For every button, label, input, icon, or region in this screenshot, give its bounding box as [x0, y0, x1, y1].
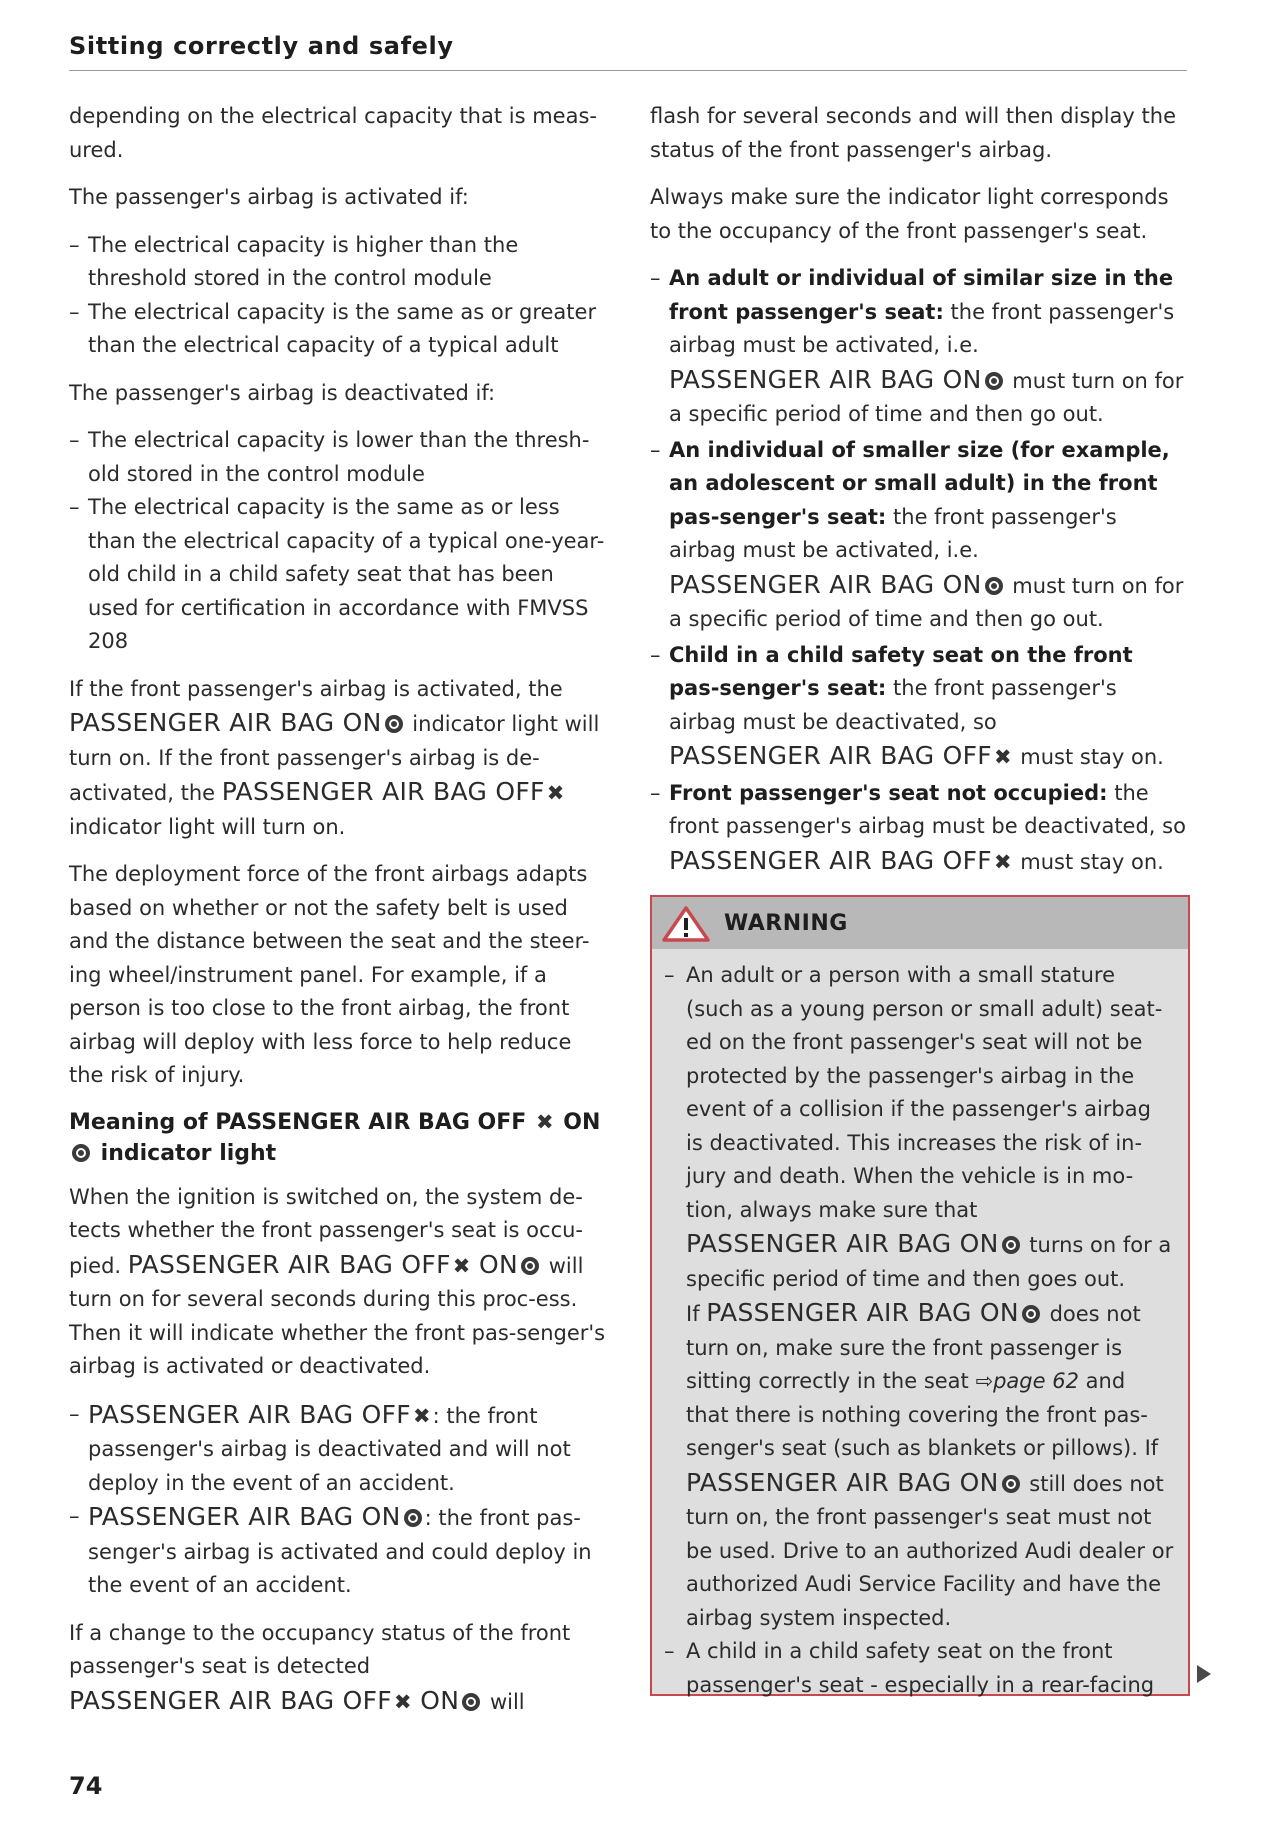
list-item: – An adult or a person with a small stature (such as a young person or small adult) seat-ed on the front passenger's seat will not be protected by the passenger's airbag in the event of a collision if the passenger's airbag is deactivated. This increases the risk of in-jury and death. When the vehicle is in mo-tion, always make sure that PASSENGER AIR BAG ON turns on for a specific period of time and then goes out. If PASSENGER AIR BAG ON does not turn on, make sure the front passenger is sitting correctly in the seat ⇨page 62 and that there is nothing covering the front pas-senger's seat (such as blankets or pillows). If PASSENGER AIR BAG ON still does not turn on, the front passenger's seat must not be used. Drive to an authorized Audi dealer or authorized Audi Service Facility and have the airbag system inspected.: [664, 959, 1174, 1635]
occupancy-list: [650, 262, 1190, 879]
list-item: – The electrical capacity is the same as or greater than the electrical capacity of a typical adult: [69, 296, 609, 363]
paragraph: The passenger's airbag is activated if:: [69, 185, 469, 209]
airbag-on-label: PASSENGER AIR BAG ON: [69, 708, 382, 737]
warning-icon: [662, 906, 710, 942]
airbag-on-icon: [1002, 1475, 1020, 1493]
status-list: [69, 1398, 609, 1603]
list-item: – A child in a child safety seat on the front passenger's seat - especially in a rear-facing: [664, 1635, 1174, 1702]
deactivated-conditions-list: [69, 424, 609, 659]
warning-body: [652, 949, 1188, 1702]
paragraph: When the ignition is switched on, the system de-tects whether the front passenger's seat is occu-pied. PASSENGER AIR BAG OFF✖ ON will turn on for several seconds during this proc-ess. Then it will indicate whether the front pas-senger's airbag is activated or deactivated.: [69, 1184, 606, 1378]
airbag-off-icon: ✖: [993, 745, 1012, 769]
page-reference-link[interactable]: page 62: [993, 1369, 1079, 1393]
airbag-on-icon: [385, 715, 403, 733]
paragraph: If the front passenger's airbag is activated, the PASSENGER AIR BAG ON indicator light will turn on. If the front passenger's airbag is de-activated, the PASSENGER AIR BAG OFF✖ indicator light will turn on.: [69, 676, 600, 839]
list-item: – Front passenger's seat not occupied: the front passenger's airbag must be deactivated, so PASSENGER AIR BAG OFF✖ must stay on.: [650, 777, 1190, 880]
warning-box: [650, 895, 1190, 1696]
list-item: – PASSENGER AIR BAG ON : the front pas-senger's airbag is activated and could deploy in the event of an accident.: [69, 1500, 609, 1603]
warning-list: [664, 959, 1174, 1702]
airbag-off-icon: ✖: [536, 1109, 554, 1134]
activated-conditions-list: [69, 229, 609, 363]
warning-title: WARNING: [724, 911, 848, 936]
airbag-on-icon: [985, 577, 1003, 595]
airbag-off-icon: ✖: [993, 849, 1012, 874]
airbag-off-label: PASSENGER AIR BAG OFF: [127, 1249, 451, 1279]
airbag-on-label: ON: [420, 1685, 460, 1715]
list-item: – The electrical capacity is higher than the threshold stored in the control module: [69, 229, 609, 296]
airbag-on-icon: [1002, 1236, 1020, 1254]
list-item: – The electrical capacity is the same as or less than the electrical capacity of a typical one-year-old child in a child safety seat that has been used for certification in accordance with FMVSS 208: [69, 491, 609, 659]
airbag-on-icon: [521, 1257, 539, 1275]
paragraph: If a change to the occupancy status of the front passenger's seat is detected PASSENGER AIR BAG OFF✖ ON will: [69, 1617, 609, 1720]
airbag-off-icon: ✖: [452, 1253, 471, 1278]
airbag-off-label: PASSENGER AIR BAG OFF: [69, 1685, 392, 1715]
paragraph: Always make sure the indicator light corresponds to the occupancy of the front passenger's seat.: [650, 185, 1169, 243]
continue-arrow-icon: [1197, 1665, 1211, 1683]
left-column: [69, 100, 609, 1733]
list-item: – The electrical capacity is lower than the thresh-old stored in the control module: [69, 424, 609, 491]
arrow-right-icon: ⇨: [975, 1369, 994, 1393]
list-item: – An adult or individual of similar size in the front passenger's seat: the front passenger's airbag must be activated, i.e. PASSENGER AIR BAG ON must turn on for a specific period of time and then go out.: [650, 262, 1190, 432]
airbag-on-icon: [404, 1509, 422, 1527]
airbag-on-label: ON: [479, 1249, 519, 1279]
airbag-on-icon: [72, 1144, 90, 1162]
list-item: – PASSENGER AIR BAG OFF✖: the front passenger's airbag is deactivated and will not deploy in the event of an accident.: [69, 1398, 609, 1501]
section-title: Sitting correctly and safely: [69, 32, 454, 60]
paragraph: The deployment force of the front airbags adapts based on whether or not the safety belt is used and the distance between the seat and the steer-ing wheel/instrument panel. For example, if a person is too close to the front airbag, the front airbag will deploy with less force to help reduce the risk of injury.: [69, 862, 590, 1087]
paragraph: flash for several seconds and will then display the status of the front passenger's airbag.: [650, 104, 1176, 162]
airbag-off-icon: ✖: [393, 1689, 412, 1714]
airbag-off-label: PASSENGER AIR BAG OFF: [221, 777, 545, 806]
section-heading: Meaning of PASSENGER AIR BAG OFF ✖ ON indicator light: [69, 1107, 609, 1169]
warning-header: [652, 897, 1188, 949]
page-number: 74: [69, 1772, 103, 1800]
paragraph: The passenger's airbag is deactivated if:: [69, 380, 496, 405]
airbag-on-icon: [462, 1693, 480, 1711]
airbag-off-icon: ✖: [412, 1403, 431, 1428]
airbag-on-icon: [1022, 1305, 1040, 1323]
right-column: [650, 100, 1190, 893]
list-item: – An individual of smaller size (for example, an adolescent or small adult) in the front pas-senger's seat: the front passenger's airbag must be activated, i.e. PASSENGER AIR BAG ON must turn on for a specific period of time and then go out.: [650, 434, 1190, 637]
paragraph: depending on the electrical capacity that is meas-ured.: [69, 104, 597, 162]
page-header: [69, 24, 1187, 71]
airbag-on-icon: [985, 372, 1003, 390]
list-item: – Child in a child safety seat on the front pas-senger's seat: the front passenger's airbag must be deactivated, so PASSENGER AIR BAG OFF✖ must stay on.: [650, 639, 1190, 775]
airbag-off-icon: ✖: [546, 781, 565, 805]
